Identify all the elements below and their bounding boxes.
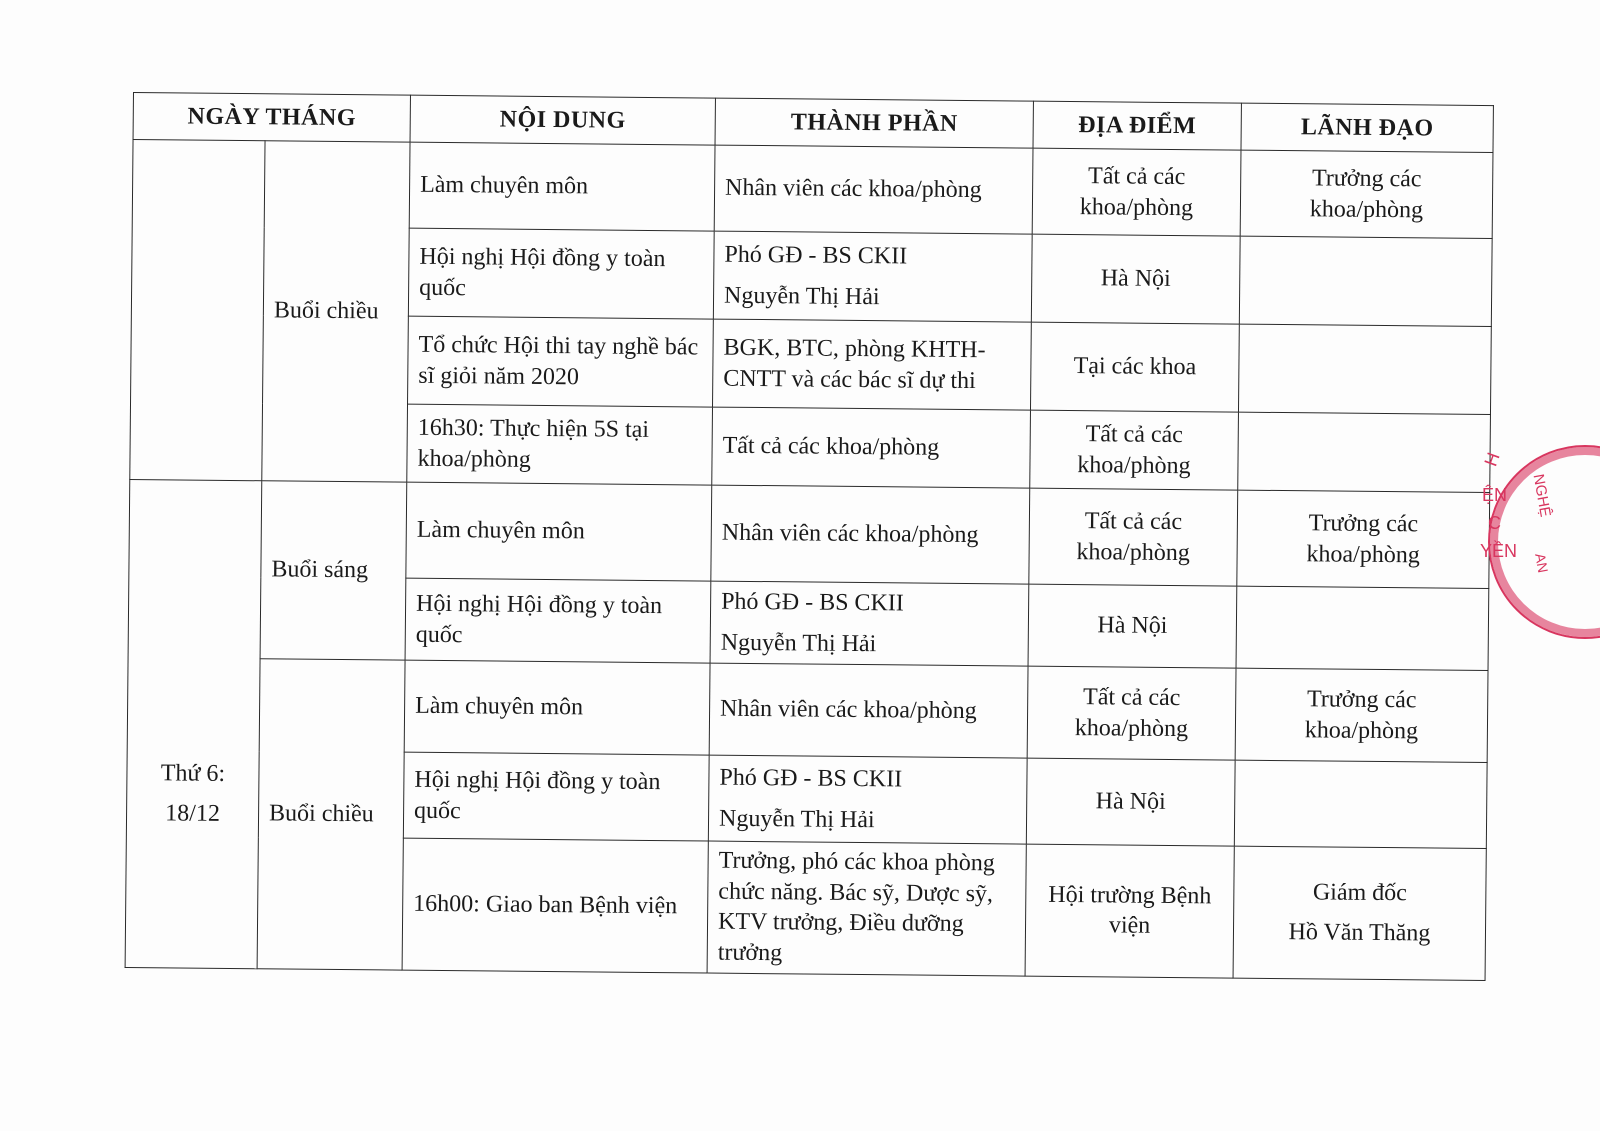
content-cell: Hội nghị Hội đồng y toàn quốc	[403, 752, 709, 841]
stamp-text: NGHỆ	[1529, 472, 1554, 519]
day-label: Thứ 6:	[160, 760, 226, 787]
place-cell	[1030, 410, 1239, 490]
leader-cell	[1235, 668, 1488, 762]
session-cell: Buổi sáng	[260, 481, 407, 660]
place-cell	[1028, 584, 1237, 668]
leader-cell	[1237, 490, 1490, 588]
content-cell: Làm chuyên môn	[409, 142, 715, 231]
leader-line: khoa/phòng	[1304, 716, 1419, 744]
place-line: Tất cả các	[1083, 683, 1181, 711]
members-line: Tất cả các khoa/phòng	[722, 432, 940, 461]
table-row	[129, 479, 1490, 588]
place-cell	[1027, 666, 1236, 760]
leader-cell	[1238, 412, 1491, 492]
day-cell	[125, 479, 262, 968]
place-line: Hà Nội	[1097, 612, 1168, 640]
content-cell: Hội nghị Hội đồng y toàn quốc	[408, 228, 714, 319]
leader-line: Trưởng các	[1311, 165, 1422, 193]
leader-line: khoa/phòng	[1306, 540, 1420, 568]
place-cell	[1025, 844, 1234, 978]
place-line: viện	[1108, 912, 1151, 940]
leader-cell	[1233, 846, 1486, 980]
header-leader: LÃNH ĐẠO	[1241, 103, 1493, 152]
session-cell: Buổi chiều	[262, 141, 410, 482]
header-place: ĐỊA ĐIỂM	[1033, 101, 1241, 150]
place-line: Tất cả các	[1084, 507, 1183, 535]
place-cell	[1029, 488, 1238, 586]
content-cell: 16h00: Giao ban Bệnh viện	[402, 838, 708, 973]
members-line: Phó GĐ - BS CKII	[724, 241, 908, 270]
content-cell: 16h30: Thực hiện 5S tại khoa/phòng	[407, 404, 713, 485]
header-content: NỘI DUNG	[410, 95, 715, 145]
members-line: Trưởng, phó các khoa phòng chức năng. Bác sỹ, Dược sỹ, KTV trưởng, Điều dưỡng trưởng	[717, 847, 995, 967]
leader-line: Trưởng các	[1306, 686, 1417, 714]
members-cell	[713, 231, 1032, 322]
content-cell: Làm chuyên môn	[406, 482, 712, 581]
members-line: Nguyễn Thị Hải	[720, 629, 877, 657]
members-cell	[710, 581, 1029, 666]
header-members: THÀNH PHẦN	[715, 98, 1033, 148]
members-line: Nhân viên các khoa/phòng	[719, 695, 977, 725]
members-line: Nguyễn Thị Hải	[723, 282, 880, 310]
place-line: Hội trường Bệnh	[1048, 881, 1212, 910]
place-line: khoa/phòng	[1074, 714, 1189, 742]
leader-line: khoa/phòng	[1309, 195, 1424, 223]
members-cell	[713, 319, 1032, 410]
day-cell-empty	[130, 140, 265, 481]
members-line: Phó GĐ - BS CKII	[721, 588, 904, 617]
place-cell	[1026, 758, 1235, 846]
leader-cell	[1239, 236, 1492, 326]
place-line: Hà Nội	[1095, 788, 1166, 816]
members-cell	[708, 755, 1027, 844]
table-row	[132, 140, 1493, 239]
leader-cell	[1240, 150, 1493, 238]
stamp-text: AN	[1532, 552, 1552, 574]
members-cell	[712, 407, 1031, 488]
place-line: khoa/phòng	[1077, 451, 1191, 479]
content-cell: Tổ chức Hội thi tay nghề bác sĩ giỏi năm 2020	[408, 316, 714, 407]
day-date: 18/12	[165, 800, 221, 828]
stamp-text: C	[1488, 513, 1501, 533]
place-line: Hà Nội	[1100, 265, 1171, 293]
red-seal-stamp	[1480, 445, 1600, 639]
members-cell	[709, 663, 1028, 758]
table-row	[127, 657, 1488, 762]
members-line: Nhân viên các khoa/phòng	[724, 174, 982, 204]
members-line: BGK, BTC, phòng KHTH-CNTT và các bác sĩ dự thi	[723, 334, 986, 394]
content-cell: Hội nghị Hội đồng y toàn quốc	[405, 578, 711, 663]
leader-cell	[1236, 586, 1489, 670]
session-cell: Buổi chiều	[257, 659, 405, 970]
members-line: Nhân viên các khoa/phòng	[721, 519, 979, 549]
place-line: khoa/phòng	[1076, 538, 1190, 566]
leader-cell	[1234, 760, 1487, 848]
members-cell	[707, 841, 1026, 976]
stamp-text: H	[1480, 449, 1504, 469]
place-cell	[1031, 322, 1240, 412]
leader-line: Hồ Văn Thăng	[1288, 919, 1431, 947]
members-cell	[711, 485, 1030, 584]
content-cell: Làm chuyên môn	[404, 660, 710, 755]
members-line: Phó GĐ - BS CKII	[719, 764, 903, 793]
place-line: khoa/phòng	[1079, 193, 1194, 221]
place-line: Tất cả các	[1088, 162, 1186, 190]
stamp-text: YỀN	[1480, 541, 1518, 561]
leader-line: Giám đốc	[1312, 879, 1407, 906]
members-cell	[714, 145, 1033, 234]
stamp-text: ỆN	[1482, 485, 1508, 505]
place-cell	[1032, 148, 1241, 236]
header-date: NGÀY THÁNG	[133, 93, 410, 143]
leader-cell	[1238, 324, 1491, 414]
place-line: Tất cả các	[1085, 420, 1184, 448]
schedule-table	[125, 92, 1494, 981]
leader-line: Trưởng các	[1308, 510, 1419, 538]
place-cell	[1031, 234, 1240, 324]
schedule-table-wrapper	[125, 92, 1493, 981]
place-line: Tại các khoa	[1073, 353, 1197, 381]
members-line: Nguyễn Thị Hải	[718, 805, 875, 833]
